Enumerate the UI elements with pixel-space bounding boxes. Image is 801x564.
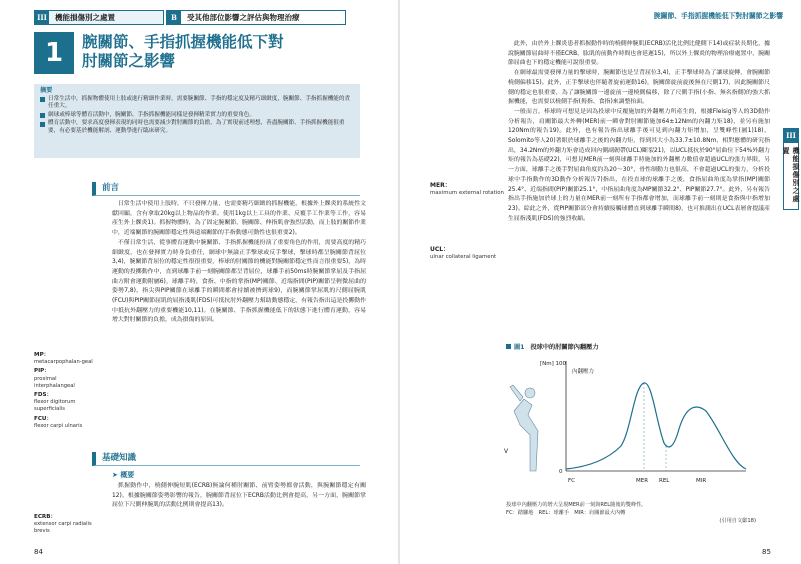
figure-title: 圖1 投球中的肘關節內翻壓力 <box>506 342 766 351</box>
figure-1 <box>506 342 766 542</box>
x-label-rel: REL <box>659 478 670 484</box>
y-axis-title: 內翻壓力 <box>572 369 595 375</box>
summary-bullet: 網球或棒球等體育活動中，腕關節、手指抓握機能同樣是發揮精采實力的重要角色。 <box>40 112 354 120</box>
body-paragraph: 在網球最需要發揮力量的擊球時，腕關節也是呈背屈位3,4)，正手擊球時為了讓球旋轉，會腕關節橈側偏移15)。此外，正手擊球也伴隨著旋前運動16)，腕關節旋前旋後無在尺側17)，因此腕關節尺側的穩定也很重要，為了讓腕關節一邊旋前一邊橈側偏移，除了尺側手指(小指、無名指側)的強大抓握機能，也需要以橈側手指(拇指、食指)來調整抬面。 <box>508 70 770 106</box>
side-tab-text: 機能損傷別之處置 <box>782 146 800 203</box>
intro-body <box>112 200 366 432</box>
figure-chart <box>506 351 766 501</box>
left-page <box>0 0 399 564</box>
body-paragraph: 一般而言，棒球時可想見是因為投球中反覆施加的外翻壓力所產生的，根據Fleisig等人的3D動作分析報告，肩關節最大外轉(MER)前一瞬會對肘關節施加64±12Nm的內翻力矩18)，並另有施加120Nm的報告19)。此外，也有報告指出球離手後可見到內翻力矩增加，呈雙峰性(圖1)18)，Solomito等人20)著眼於球離手之後的內翻力矩，得到其大小為33.7±10.8Nm，相對應體的研究指出，34.2Nm的外翻力矩會造成回內側副韌帶(UCL)斷裂21)，以UCL抵抗於90°屈曲位下54%外翻力矩的報告為基礎22)，可想見MER前一刻與球離手時施加的外翻壓力數值會超過UCL的張力界限，另一方面，球離手之後手對屈曲角度約為20～30°，骨性制動力也很高，不會超過UCL的張力，分析投球中手指動作的3D動作分析報告7)指出，在投直球的球離手之後，食指屈曲角度為掌指(MP)關節25.4°、近端指間(PIP)關節25.1°，中指屈曲角度為MP關節32.2°、PIP關節27.7°。此外，另有報告指出手指施加於球上的力量在MER前一刻所有手指都會增加，而球離手前一刻則是食指與中指增加23)。綜此之外，從PIP關節部分會持續接觸球體直到球離手瞬間8)，也可推測出在UCL表層會提議產生屈指淺肌(FDS)的強烈收縮。 <box>508 108 770 222</box>
right-body <box>508 40 770 332</box>
side-tab-number: III <box>784 129 798 143</box>
body-paragraph: 此外，由於外上髁炎患者抓握動作時的橈側伸腕肌(ECRB)活化比例比健側下14)或症狀長期化，據說腕關節屈曲時不僅ECRB，肱肌的前動作時間也會延遲15)，所以外上髁炎的物理治療處置中，腕關節屈曲也下的穩定機能可說很重要。 <box>508 41 770 67</box>
y-zero-label: 0 <box>559 469 563 475</box>
chapter-title-line1: 腕關節、手指抓握機能低下對 <box>82 32 284 51</box>
glossary-ecrb: ECRB： extensor carpi radialis brevis <box>34 514 92 535</box>
chapter-number: 1 <box>34 32 74 74</box>
summary-heading: 摘要 <box>40 87 53 94</box>
basics-heading: 基礎知識 <box>92 452 360 466</box>
bullet-square-icon <box>40 97 45 102</box>
angle-label-v: V <box>504 448 509 455</box>
glossary-mer: MER： maximum external rotation <box>430 182 504 197</box>
running-header: 腕關節、手指抓握機能低下對肘關節之影響 <box>653 12 783 20</box>
summary-bullet: 日常生活中，抓握物體使用上肢或進行精細作業時，需要腕關節、手指的穩定度及精巧細緻度，腕關節、手指抓握機能的責任重大。 <box>40 96 354 111</box>
page-number: 85 <box>762 548 771 556</box>
right-page <box>400 0 799 564</box>
y-max-label: [Nm] 100 <box>540 361 567 367</box>
summary-bullet: 體育活動中，要求高度發揮表現的同時也需要減少對肘關節的負擔，為了實現前述理想，善盡腕關節、手指抓握機能很重要，有必要基於機能解剖、運動學進行臨床研究。 <box>40 120 354 135</box>
basics-subheading: ➤ 概要 <box>112 471 135 479</box>
side-tab <box>783 128 799 210</box>
chapter-title <box>74 32 284 74</box>
section-tab <box>34 10 164 25</box>
bullet-square-icon <box>40 122 45 127</box>
bullet-square-icon <box>40 113 45 118</box>
chapter-title-line2: 肘關節之影響 <box>82 51 176 70</box>
intro-paragraph: 不僅日常生活，從事體育運動中腕關節、手指抓握機能扮演了重要角色的作用，需要高度的精巧細緻度，也在發揮實力時身負重任，網球中無論正手擊球或反手擊球，擊球時都呈腕關節背屈位3,4)，腕關節背屈位的穩定性很很重要，棒球的肘關節的機能對腕關節穩定性而言很重要5)，為時運動的投擲動作中，直到球離手前一刻腕關節都呈背屈位，球離手前50ms時腕關節掌屈及手指屈曲方附會運動附屬6)，球離手時，食指、中指的掌指(MP)關節、近端指間(PIP)關節呈輕微屈曲的姿勢7,8)，指尖與PIP關節在球離手的瞬間都會持續被擠到球9)，而腕關節掌屈肌的尺側屈腕肌(FCU)與PIP關節屈肌的屈指淺肌(FDS)可抵抗肘外翻壓力幫助動態穩定，有報告指出這是投擲動作中抵抗外翻壓力的重要機能10,11)。在腕關節、手指抓握機能低下的狀態下進行體育運動，容易增大對肘關節的負擔，成為損傷的原因。 <box>112 239 366 324</box>
x-label-mir: MIR <box>696 478 707 484</box>
varus-torque-curve <box>566 383 746 469</box>
x-label-mer: MER <box>636 478 649 484</box>
glossary-left: MP： metacarpophalan-geal PIP： proximal interphalangeal FDS： flexor digitorum superficialis FCU： flexor carpi ulnaris <box>34 352 93 429</box>
glossary-ucl: UCL： ulnar collateral ligament <box>430 246 497 261</box>
chapter-heading <box>34 32 360 74</box>
pitcher-illustration <box>510 385 538 471</box>
figure-marker-icon <box>506 344 511 349</box>
section-number: III <box>35 11 49 25</box>
basics-body: 抓握動作中，橈側伸腕短肌(ECRB)無論何種肘關節、前臂姿勢都會活動，與腕關節穩定有關12)。根據腕關節姿勢影響的報告，腕關節背屈位下ECRB活動比例會提高，另一方面，腕關節掌屈位下尺側伸腕肌的活動比例則會提高13)。 <box>112 483 366 509</box>
summary-box <box>34 84 360 158</box>
figure-caption: 投球中內翻壓力的增大呈現MER前一刻與REL隨後的雙峰性。 FC：踏腳地 REL：球離手 MIR：肩關節最大內轉 (引用自文獻18) <box>506 502 756 524</box>
subsection-letter: B <box>167 11 181 25</box>
intro-heading: 前言 <box>92 182 360 196</box>
x-label-fc: FC <box>568 478 576 484</box>
intro-paragraph: 日常生活中使用上肢時，不只發揮力量，也需要精巧細緻的抓握機能，根據外上髁炎的系統性文獻回顧，含有拿取20kg以上物品的作業、使用1kg以上工具的作業、反覆手工作業等工作，容易產生外上髁炎1)。抓握物體時，為了固定腕關節，腕關節、伸指肌會強烈活動，而上肢的關節作業中，近端關節的腕關節穩定性與遠端關節的手指動態可動性也很重要2)。 <box>112 201 366 237</box>
section-title: 機能損傷別之處置 <box>55 13 115 22</box>
subsection-tab <box>166 10 346 25</box>
page-number: 84 <box>34 548 43 556</box>
subsection-title: 受其他部位影響之評估與物理治療 <box>187 13 300 22</box>
